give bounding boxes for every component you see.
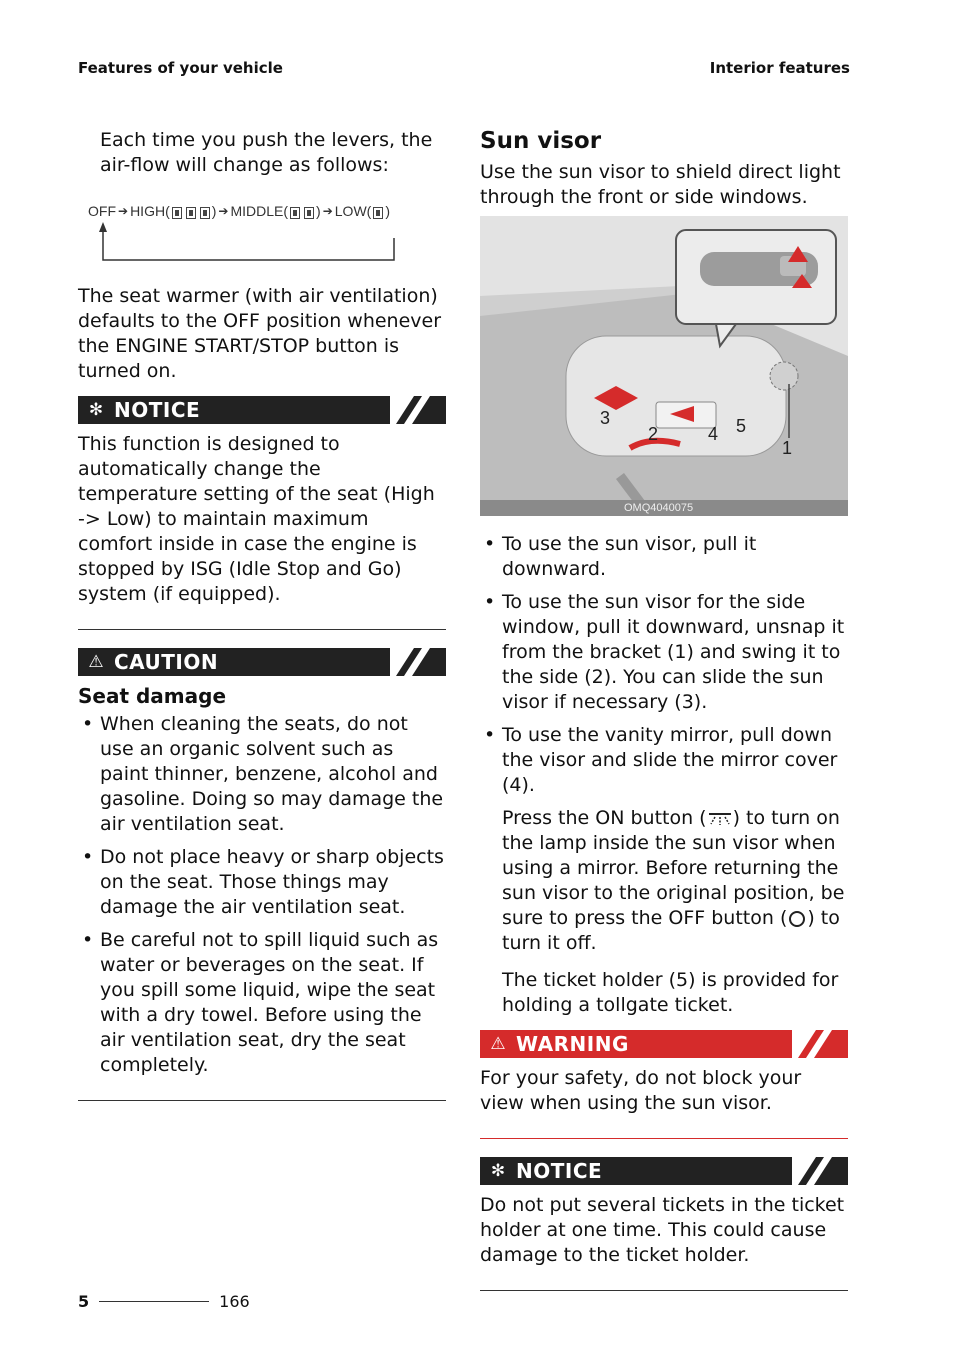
figure-label-5: 5 [736, 416, 747, 436]
right-column [480, 128, 848, 1309]
warning-triangle-icon: ⚠ [490, 1034, 506, 1054]
header-right: Interior features [709, 59, 850, 77]
flow-middle-close: ) [316, 203, 321, 220]
list-item: • When cleaning the seats, do not use an organic solvent such as paint thinner, benzene, alcohol and gasoline. Doing so may damage the air ventilation seat. [78, 712, 446, 837]
notice-title: NOTICE [114, 398, 201, 422]
caution-title: CAUTION [114, 650, 219, 674]
arrow-right-icon: ➔ [218, 204, 229, 219]
ticket-holder-text: The ticket holder (5) is provided for holding a tollgate ticket. [502, 969, 839, 1016]
slash-decor-icon [390, 648, 446, 676]
divider [480, 1138, 848, 1139]
caution-subtitle: Seat damage [78, 684, 227, 708]
sun-visor-illustration [480, 216, 848, 516]
divider [78, 1100, 446, 1101]
caution-list [78, 712, 446, 1078]
sun-visor-list [480, 532, 848, 798]
left-column [78, 128, 446, 1119]
notice-text: This function is designed to automatically change the temperature setting of the seat (High -> Low) to maintain maximum comfort inside in case the engine is stopped by ISG (Idle Stop and Go) system (if equipped). [78, 433, 435, 605]
ticket-notice-text: Do not put several tickets in the ticket holder at one time. This could cause damage to the ticket holder. [480, 1194, 845, 1266]
figure-label-3: 3 [600, 408, 611, 428]
lamp-instructions [480, 806, 848, 956]
list-item: • To use the sun visor, pull it downward. [480, 532, 848, 582]
figure-label-4: 4 [708, 424, 719, 444]
figure-label-1: 1 [782, 438, 793, 458]
notice-title: NOTICE [516, 1159, 603, 1183]
notice-bar [480, 1157, 848, 1185]
figure-code: OMQ4040075 [624, 502, 694, 514]
on-pre-text: Press the ON button ( [502, 807, 707, 829]
chapter-number: 5 [78, 1292, 90, 1311]
warning-text: For your safety, do not block your view when using the sun visor. [480, 1067, 802, 1114]
list-item: • To use the vanity mirror, pull down the visor and slide the mirror cover (4). [480, 723, 848, 798]
flow-low: LOW( [334, 203, 372, 220]
section-title: Sun visor [480, 128, 602, 154]
footer-line [99, 1301, 209, 1302]
arrow-right-icon: ➔ [322, 204, 333, 219]
return-arrow-icon [98, 216, 408, 266]
divider [78, 629, 446, 630]
slash-decor-icon [792, 1157, 848, 1185]
caution-bar [78, 648, 446, 676]
sun-visor-intro: Use the sun visor to shield direct light through the front or side windows. [480, 161, 841, 208]
warning-title: WARNING [516, 1032, 629, 1056]
warning-triangle-icon: ⚠ [88, 652, 104, 672]
flow-off: OFF [88, 203, 116, 220]
page-footer [78, 1292, 250, 1311]
divider [480, 1290, 848, 1291]
list-item: • Do not place heavy or sharp objects on the seat. Those things may damage the air ventilation seat. [78, 845, 446, 920]
default-off-text: The seat warmer (with air ventilation) defaults to the OFF position whenever the ENGINE START/STOP button is turned on. [78, 285, 442, 382]
flow-high: HIGH( [130, 203, 170, 220]
notice-bar [78, 396, 446, 424]
notice-asterisk-icon: ✻ [490, 1161, 506, 1181]
header-left: Features of your vehicle [78, 59, 283, 77]
warning-bar [480, 1030, 848, 1058]
slash-decor-icon [792, 1030, 848, 1058]
flow-low-close: ) [385, 203, 390, 220]
airflow-intro: Each time you push the levers, the air-flow will change as follows: [100, 129, 433, 176]
figure-label-2: 2 [648, 424, 659, 444]
sun-visor-figure [480, 216, 848, 516]
page-number: 166 [219, 1292, 250, 1311]
lamp-on-icon [707, 811, 733, 827]
lamp-off-icon [787, 910, 807, 928]
on-post-text: ) to turn on the lamp inside the sun visor when using a mirror. Before returning the sun visor to the original position, be sure to press the OFF button ( [502, 807, 845, 929]
slash-decor-icon [390, 396, 446, 424]
notice-asterisk-icon: ✻ [88, 400, 104, 420]
arrow-right-icon: ➔ [118, 204, 129, 219]
off-post-text: ) to turn it off. [502, 907, 840, 954]
list-item: • To use the sun visor for the side window, pull it downward, unsnap it from the bracket (1) and swing it to the side (2). You can slide the sun visor if necessary (3). [480, 590, 848, 715]
list-item: • Be careful not to spill liquid such as water or beverages on the seat. If you spill some liquid, wipe the seat with a dry towel. Before using the air ventilation seat, dry the seat completely. [78, 928, 446, 1078]
flow-high-close: ) [211, 203, 217, 220]
flow-middle: MIDDLE( [230, 203, 289, 220]
airflow-diagram [88, 194, 446, 266]
